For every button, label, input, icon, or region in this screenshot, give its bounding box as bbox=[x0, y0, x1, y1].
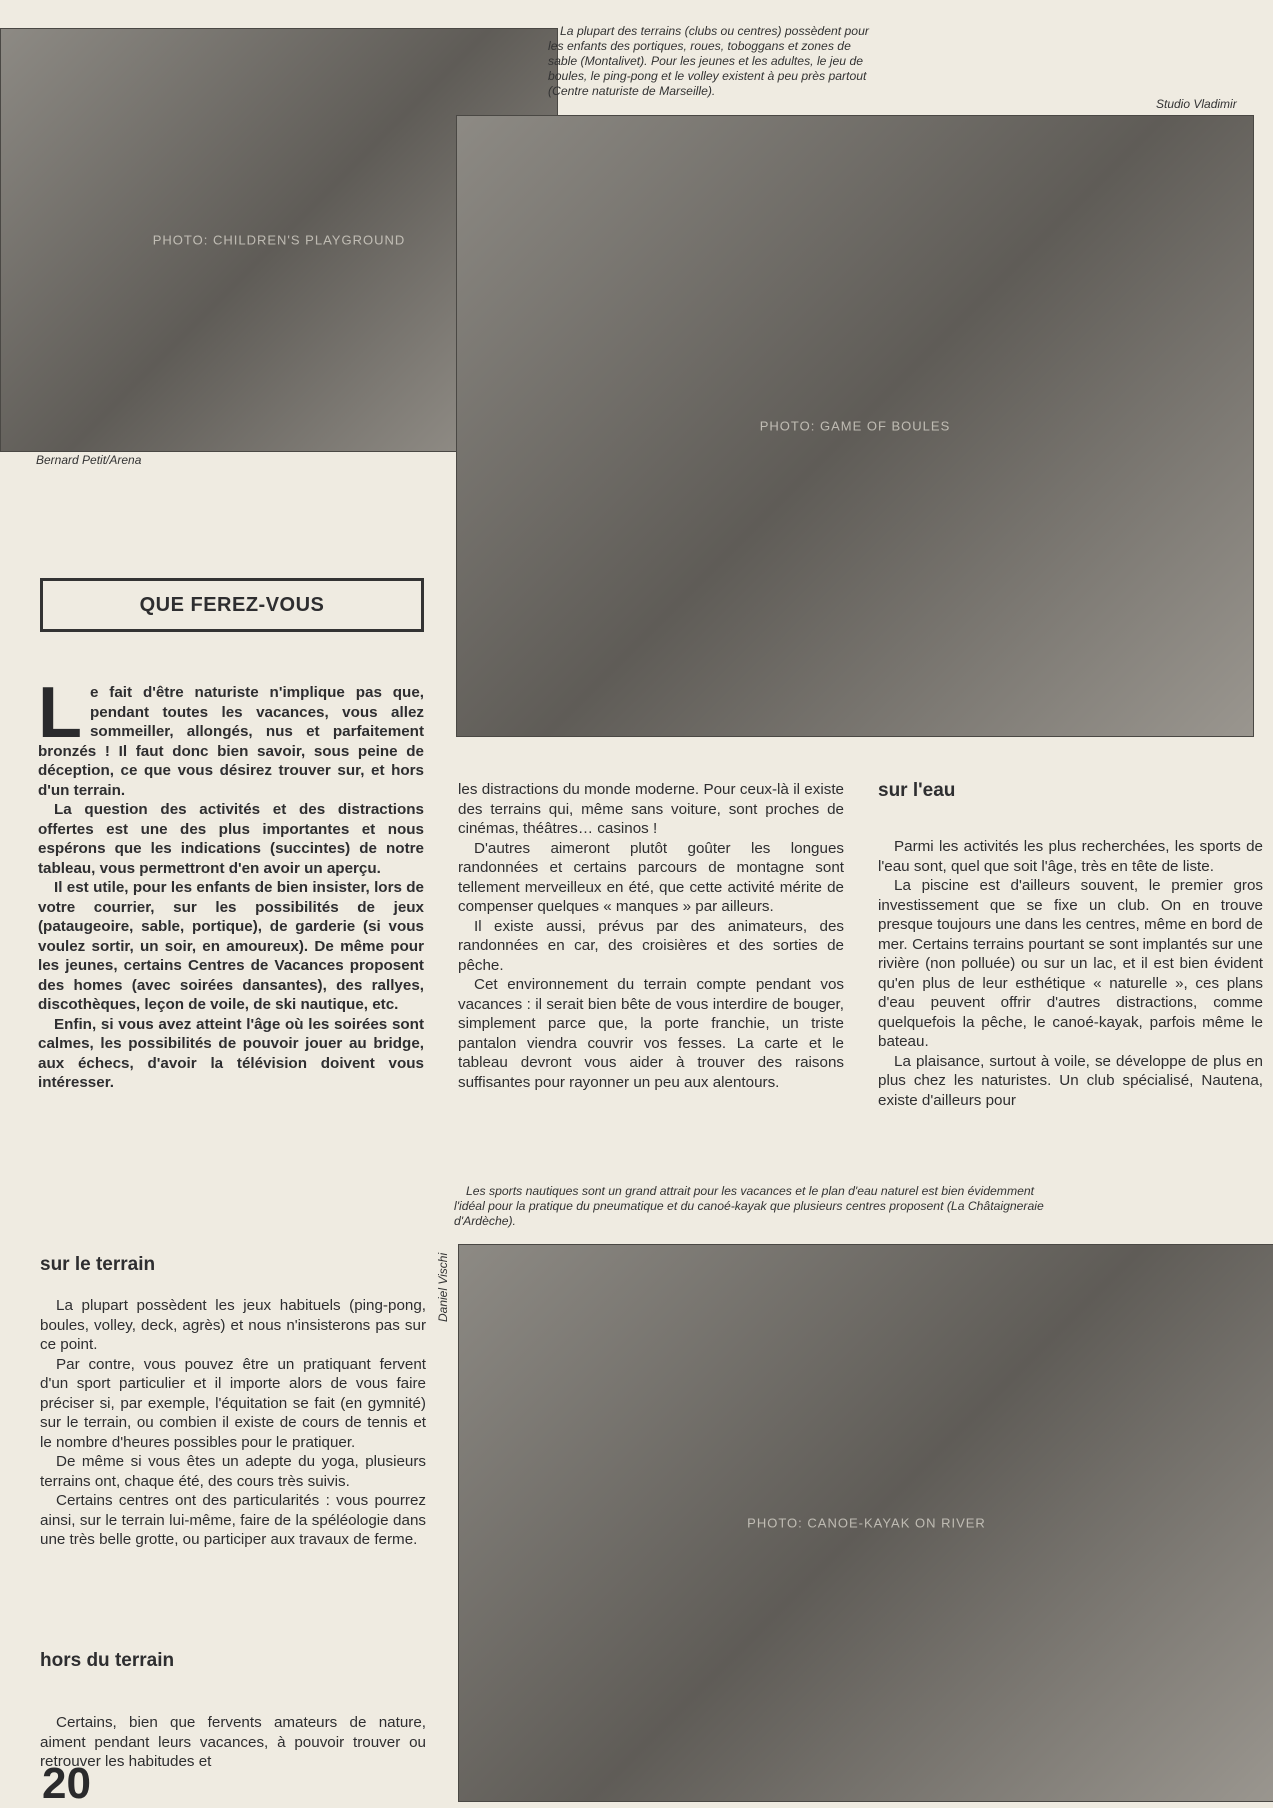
intro-column bbox=[38, 673, 424, 1093]
column-sur-le-terrain bbox=[40, 1296, 426, 1550]
photo-credit-boules: Studio Vladimir bbox=[1156, 97, 1237, 111]
photo-placeholder-label: PHOTO: CANOE-KAYAK ON RIVER bbox=[747, 1515, 986, 1531]
caption-bottom: Les sports nautiques sont un grand attrait pour les vacances et le plan d'eau naturel est bien évidemment l'idéal pour la pratique du pneumatique et du canoé-kayak que plusieurs centres proposent (La Châtaigneraie d'Ardèche). bbox=[454, 1184, 1044, 1228]
photo-credit-canoe: Daniel Vischi bbox=[436, 1252, 450, 1322]
photo-placeholder-label: PHOTO: GAME OF BOULES bbox=[759, 418, 951, 434]
paragraph: Certains, bien que fervents amateurs de nature, aiment pendant leurs vacances, à pouvoir trouver ou retrouver les habitudes et bbox=[40, 1714, 426, 1770]
photo-boules bbox=[456, 115, 1254, 737]
heading-hors-du-terrain: hors du terrain bbox=[40, 1650, 175, 1671]
photo-canoe bbox=[458, 1244, 1273, 1802]
paragraph: La piscine est d'ailleurs souvent, le premier gros investissement que se fixe un club. On en trouve presque toujours une dans les centres, même en bord de mer. Certains terrains pourtant se sont implantés sur une rivière (non polluée) ou sur un lac, et il est bien évident qu'en plus de leur esthétique « naturelle », ces plans d'eau peuvent offrir d'autres distractions, comme quelquefois la pêche, le canoé-kayak, parfois même le bateau. bbox=[878, 877, 1263, 1050]
dropcap: L bbox=[38, 673, 82, 753]
article-title-box bbox=[40, 578, 424, 632]
paragraph: Cet environnement du terrain compte pendant vos vacances : il serait bien bête de vous interdire de bouger, simplement parce que, la porte franchie, un triste pantalon viendra couvrir vos fesses. La carte et le tableau devront vous aider à trouver des raisons suffisantes pour rayonner un peu aux alentours. bbox=[458, 976, 844, 1091]
intro-paragraph-3: Il est utile, pour les enfants de bien insister, lors de votre courrier, sur les possibilités de jeux (pataugeoire, sable, portique), de garderie (si vous voulez sortir, un soir, en amoureux). De même pour les jeunes, certains Centres de Vacances proposent des homes (avec soirées dansantes), des rallyes, discothèques, leçon de voile, de ski nautique, etc. bbox=[38, 879, 424, 1013]
column-sur-l-eau bbox=[878, 837, 1263, 1110]
heading-sur-le-terrain: sur le terrain bbox=[40, 1254, 156, 1275]
column-hors-du-terrain-2 bbox=[458, 780, 844, 1092]
column-hors-du-terrain-1 bbox=[40, 1713, 426, 1772]
intro-paragraph-1: Le fait d'être naturiste n'implique pas que, pendant toutes les vacances, vous allez sommeiller, allongés, nus et parfaitement bronzés ! Il faut donc bien savoir, sous peine de déception, ce que vous désirez trouver sur, et hors d'un terrain. bbox=[38, 673, 424, 799]
paragraph: La plupart possèdent les jeux habituels (ping-pong, boules, volley, deck, agrès) et nous n'insisterons pas sur ce point. bbox=[40, 1297, 426, 1353]
heading-sur-l-eau: sur l'eau bbox=[878, 780, 956, 801]
caption-top: La plupart des terrains (clubs ou centres) possèdent pour les enfants des portiques, roues, toboggans et zones de sable (Montalivet). Pour les jeunes et les adultes, le jeu de boules, le ping-pong et le volley existent à peu près partout (Centre naturiste de Marseille). bbox=[548, 24, 869, 98]
paragraph: les distractions du monde moderne. Pour ceux-là il existe des terrains qui, même sans voiture, sont proches de cinémas, théâtres… casinos ! bbox=[458, 781, 844, 837]
paragraph: La plaisance, surtout à voile, se développe de plus en plus chez les naturistes. Un club spécialisé, Nautena, existe d'ailleurs pour bbox=[878, 1052, 1263, 1109]
photo-placeholder-label: PHOTO: CHILDREN'S PLAYGROUND bbox=[152, 232, 406, 248]
paragraph: Certains centres ont des particularités : vous pourrez ainsi, sur le terrain lui-même, faire de la spéléologie dans une très belle grotte, ou participer aux travaux de ferme. bbox=[40, 1492, 426, 1548]
intro-paragraph-4: Enfin, si vous avez atteint l'âge où les soirées sont calmes, les possibilités de pouvoir jouer au bridge, aux échecs, d'avoir la télévision doivent vous intéresser. bbox=[38, 1015, 424, 1091]
paragraph: De même si vous êtes un adepte du yoga, plusieurs terrains ont, chaque été, des cours très suivis. bbox=[40, 1453, 426, 1490]
paragraph: D'autres aimeront plutôt goûter les longues randonnées et certains parcours de montagne sont tellement merveilleux en été, que cette activité mérite de compenser quelques « manques » par ailleurs. bbox=[458, 839, 844, 915]
intro-paragraph-2: La question des activités et des distractions offertes est une des plus importantes et nous espérons que les indications (succintes) de notre tableau, vous permettront d'en avoir un aperçu. bbox=[38, 801, 424, 877]
paragraph: Il existe aussi, prévus par des animateurs, des randonnées en car, des croisières et des sorties de pêche. bbox=[458, 917, 844, 974]
photo-credit-playground: Bernard Petit/Arena bbox=[36, 453, 142, 467]
page-number: 20 bbox=[42, 1759, 91, 1808]
paragraph: Parmi les activités les plus recherchées, les sports de l'eau sont, quel que soit l'âge, très en tête de liste. bbox=[878, 838, 1263, 875]
paragraph: Par contre, vous pouvez être un pratiquant fervent d'un sport particulier et il importe alors de vous faire préciser si, par exemple, l'équitation se fait (en gymnité) sur le terrain, ou combien il existe de cours de tennis et le nombre d'heures possibles pour le pratiquer. bbox=[40, 1355, 426, 1451]
article-title: QUE FEREZ-VOUS bbox=[139, 593, 325, 616]
